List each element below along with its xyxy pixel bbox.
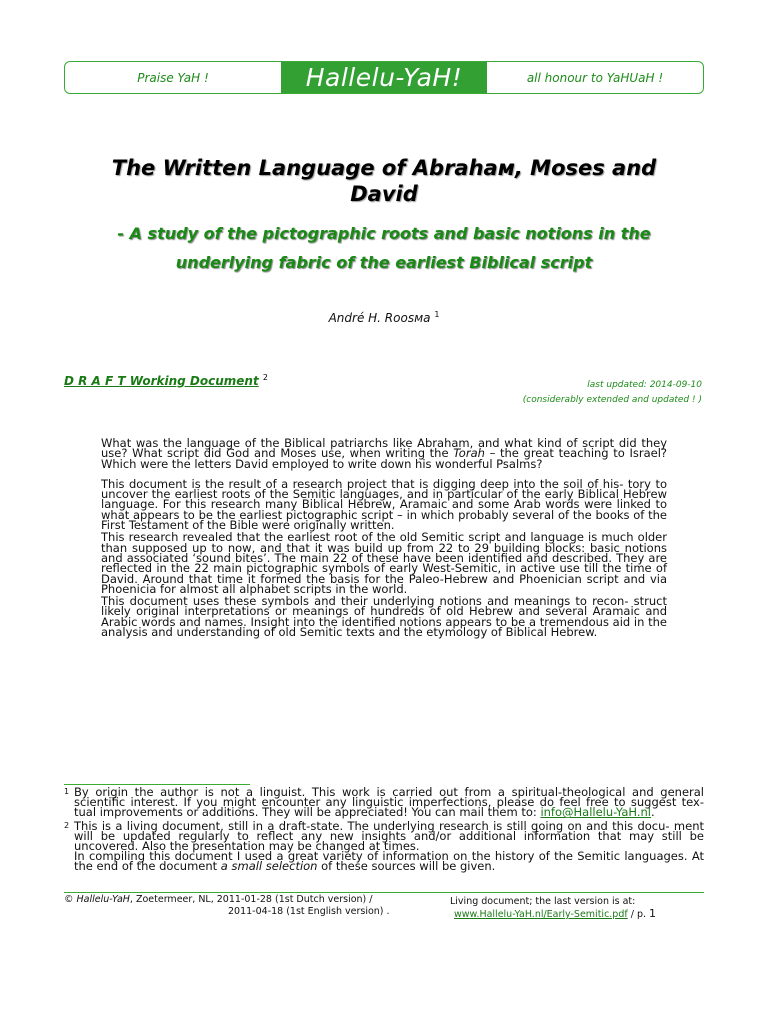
p1-text-end: – the great teaching to Israel? Which were the letters David employed to write down his wonderful Psalms? — [101, 446, 667, 471]
footnote-2-text-2 — [74, 849, 704, 874]
abstract-body — [101, 438, 667, 647]
abstract-paragraph-2: This document is the result of a research project that is digging deep into the soil of his- tory to uncover the earliest roots of the Semitic languages, and in particular of the early Biblical Hebrew language. For this research many Biblical Hebrew, Aramaic and some Arab words were linked to what appears to be the earliest pictographic script – in which probably several of the books of the First Testament of the Bible were originally written. — [101, 476, 667, 533]
abstract-paragraph-1 — [101, 438, 667, 469]
footnotes — [64, 787, 704, 875]
copyright-icon: © — [64, 894, 74, 905]
author-name: André H. Roosмa — [328, 311, 431, 325]
p1-text: What was the language of the Biblical patriarchs like Abraham, and what kind of script did they use? What script did God and Moses use, when writing the — [101, 436, 667, 461]
header-banner — [64, 61, 704, 94]
abstract-paragraph-4: This document uses these symbols and their underlying notions and meanings to recon- struct likely original interpretations or meanings of hundreds of old Hebrew and several Aramaic and Arabic words and names. Insight into the identified notions appears to be a tremendous aid in the analysis and understanding of old Semitic texts and the etymology of Biblical Hebrew. — [101, 594, 667, 640]
footnote-1-text — [74, 787, 704, 818]
footer-copyright — [64, 894, 424, 918]
last-updated-date: last updated: 2014-09-10 — [587, 380, 702, 390]
footnote-1-end: . — [651, 805, 655, 820]
footnote-1-number: 1 — [64, 787, 70, 796]
banner-logo-text: Hallelu-YaH! — [281, 62, 487, 93]
draft-footnote-ref[interactable]: 2 — [262, 373, 268, 382]
abstract-paragraph-3: This research revealed that the earliest root of the old Semitic script and language is much older than supposed up to now, and that it was build up from 22 to 29 building blocks: basic notions and associated ‘sound bites’. The main 22 of these have been identified and described. They are reflected in the 22 main pictographic symbols of early West-Semitic, in active use till the time of David. Around that time it formed the basis for the Paleo-Hebrew and Phoenician script and via Phoenicia for almost all alphabet scripts in the world. — [101, 530, 667, 596]
last-updated — [523, 378, 702, 408]
footer-org: Hallelu-YaH — [76, 894, 130, 905]
latest-version-link[interactable]: www.Hallelu-YaH.nl/Early-Semitic.pdf — [454, 909, 628, 920]
last-updated-note: (considerably extended and updated ! ) — [522, 395, 702, 405]
email-link[interactable]: info@Hallelu-YaH.nl — [540, 805, 652, 820]
draft-label-text: D R A F T Working Document — [64, 374, 259, 388]
author-footnote-ref[interactable]: 1 — [434, 310, 440, 319]
p1-italic-torah: Torah — [453, 446, 485, 461]
footnote-2-end: of these sources will be given. — [317, 859, 496, 874]
footnote-1 — [64, 787, 704, 818]
draft-label — [64, 374, 268, 388]
footer-line-1-rest: , Zoetermeer, NL, 2011-01-28 (1st Dutch version) / — [129, 894, 373, 905]
footnote-1-body: By origin the author is not a linguist. This work is carried out from a spiritual-theological and general scientific interest. If you might encounter any linguistic imperfections, please do feel free to suggest tex- tual improvements or additions. They will be appreciated! You can mail them to: — [74, 785, 704, 820]
document-subtitle: - A study of the pictographic roots and basic notions in the underlying fabric of the earliest Biblical script — [117, 224, 651, 272]
footer-separator — [64, 892, 704, 893]
footer-living-doc: Living document; the last version is at: — [450, 896, 636, 907]
page-separator: / p. — [627, 909, 650, 920]
footnote-2-text: This is a living document, still in a draft-state. The underlying research is still going on and this docu- ment will be updated regularly to reflect any new insights and/or additional information that may still be uncovered. Also the presentation may be changed at times. — [74, 818, 704, 854]
footer-line-2: 2011-04-18 (1st English version) . — [228, 906, 390, 917]
author-line — [0, 311, 768, 325]
footer-url-line — [450, 908, 710, 921]
footnote-2 — [64, 818, 704, 874]
page-number: 1 — [649, 907, 657, 920]
banner-right-text: all honour to YaHUaH ! — [526, 70, 664, 85]
banner-left-text: Praise YaH ! — [137, 70, 209, 85]
footer-line-1 — [64, 894, 424, 906]
document-title: The Written Language of Abrahaм, Moses and David — [111, 156, 657, 206]
footnote-2-italic: a small selection — [220, 859, 318, 874]
footer-version-info — [450, 896, 710, 921]
footnote-2-body-2: In compiling this document I used a great variety of information on the history of the Semitic languages. At the end of the document — [74, 849, 704, 874]
footnote-2-number: 2 — [64, 820, 70, 830]
